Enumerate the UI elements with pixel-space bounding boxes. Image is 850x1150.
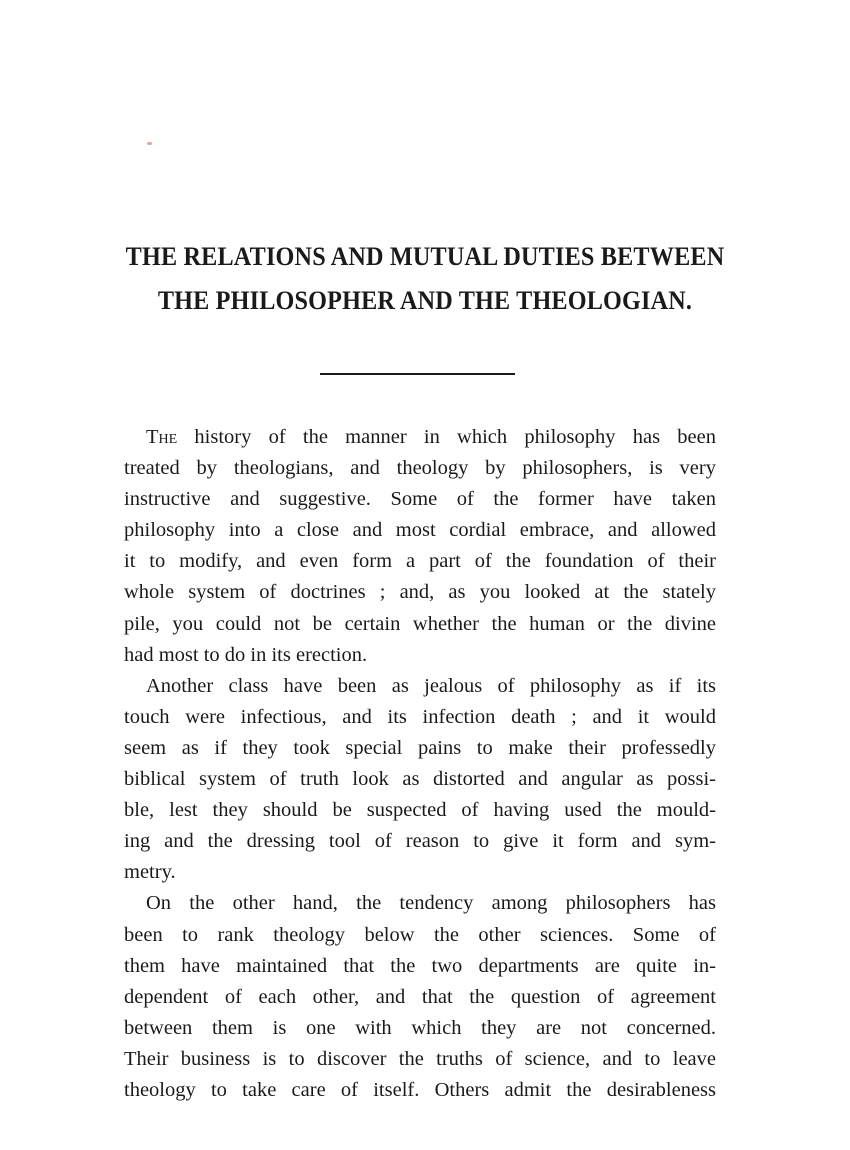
text-line-15: metry. [124, 861, 176, 884]
chapter-title-line-1: THE RELATIONS AND MUTUAL DUTIES BETWEEN [125, 242, 725, 271]
text-line-16: On the other hand, the tendency among philosophers has [146, 892, 716, 915]
text-line-9: Another class have been as jealous of philosophy as if its [146, 674, 716, 697]
body-text [124, 422, 716, 1106]
text-line-7: pile, you could not be certain whether the human or the divine [124, 612, 716, 635]
text-line-22: theology to take care of itself. Others admit the desirableness [124, 1078, 716, 1101]
text-line-17: been to rank theology below the other sciences. Some of [124, 923, 716, 946]
text-line-19: dependent of each other, and that the question of agreement [124, 985, 716, 1008]
text-line-18: them have maintained that the two departments are quite in- [124, 954, 716, 977]
text-line-11: seem as if they took special pains to make their professedly [124, 736, 716, 759]
text-line-5: it to modify, and even form a part of the foundation of their [124, 550, 716, 573]
text-line-10: touch were infectious, and its infection death ; and it would [124, 705, 716, 728]
text-line-14: ing and the dressing tool of reason to give it form and sym- [124, 830, 716, 853]
text-line-13: ble, lest they should be suspected of having used the mould- [124, 799, 716, 822]
text-line-21: Their business is to discover the truths of science, and to leave [124, 1047, 716, 1070]
ink-speck [147, 142, 152, 145]
drop-word: The [146, 426, 178, 448]
title-divider [320, 373, 515, 375]
text-line-1-rest: history of the manner in which philosophy has been [177, 426, 716, 448]
text-line-2: treated by theologians, and theology by philosophers, is very [124, 457, 716, 480]
chapter-title-line-2: THE PHILOSOPHER AND THE THEOLOGIAN. [157, 286, 693, 315]
text-line-4: philosophy into a close and most cordial embrace, and allowed [124, 519, 716, 542]
text-line-20: between them is one with which they are not concerned. [124, 1016, 716, 1039]
text-line-1 [124, 422, 716, 453]
text-line-6: whole system of doctrines ; and, as you looked at the stately [124, 581, 716, 604]
text-line-12: biblical system of truth look as distorted and angular as possi- [124, 768, 716, 791]
text-line-3: instructive and suggestive. Some of the former have taken [124, 488, 716, 511]
text-line-8: had most to do in its erection. [124, 643, 368, 666]
